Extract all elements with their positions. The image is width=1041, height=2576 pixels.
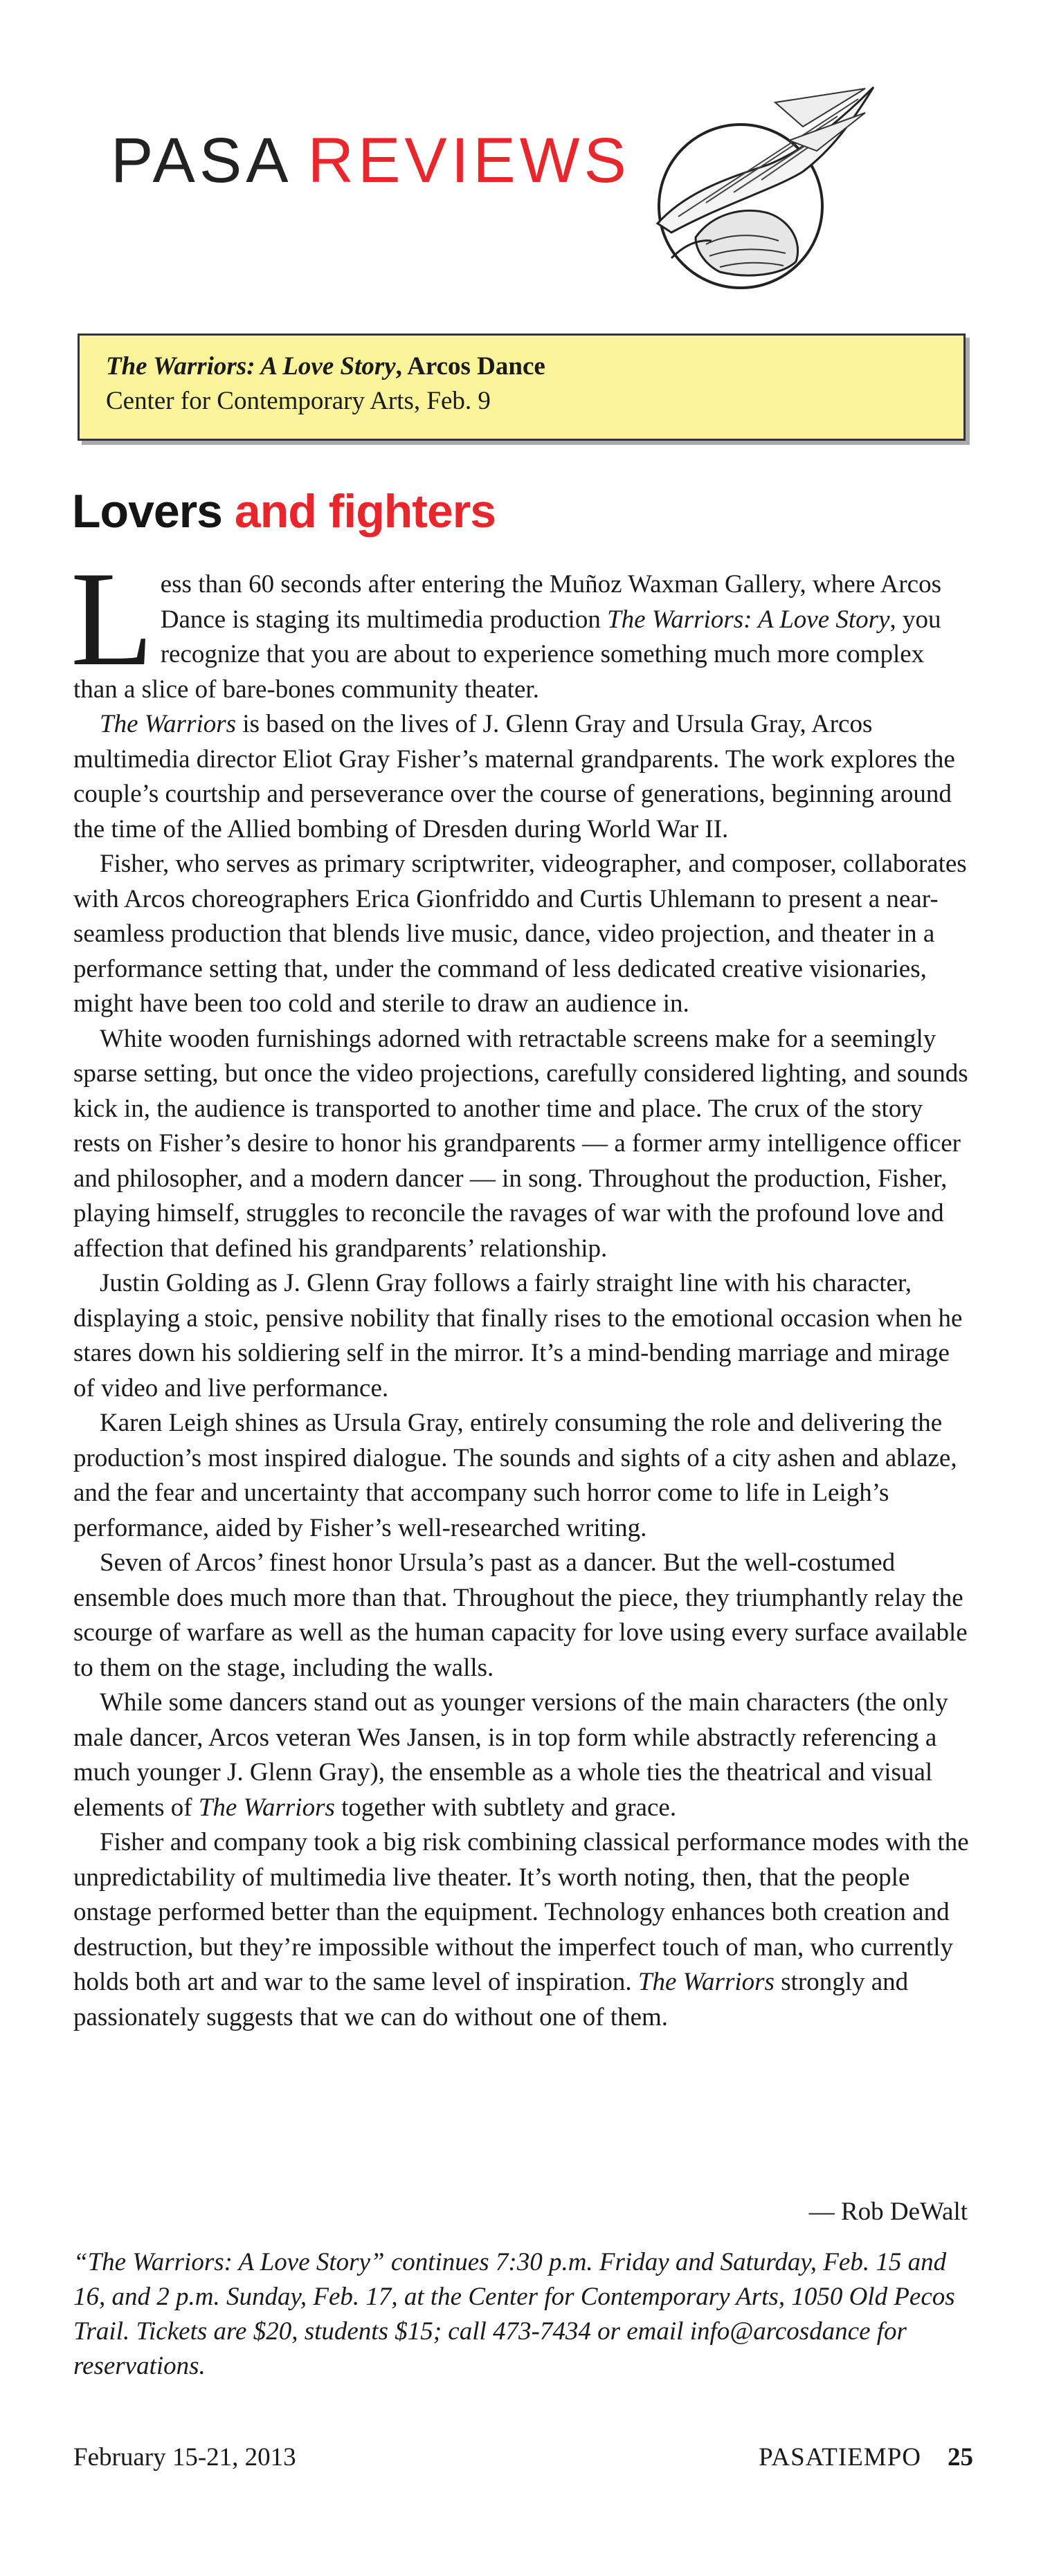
paragraph-text: Justin Golding as J. Glenn Gray follows a fairly straight line with his character, displaying a stoic, pensive nobility that finally rises to the emotional occasion when he stares down his soldiering self in the mirror. It’s a mind-bending marriage and mirage of video and live performance. xyxy=(73,1269,963,1403)
paragraph-text: While some dancers stand out as younger versions of the main characters (the only male dancer, Arcos veteran Wes Jansen, is in top form while abstractly referencing a much younger J. Glenn Gray), the ensemble as a whole ties the theatrical and visual elements of xyxy=(73,1688,948,1822)
article-paragraph xyxy=(73,1022,973,1267)
italic-title: The Warriors: A Love Story xyxy=(607,605,890,634)
article-paragraph xyxy=(73,1825,973,2035)
article-paragraph xyxy=(73,707,973,847)
article-paragraph xyxy=(73,1266,973,1406)
headline-part2: and fighters xyxy=(234,485,496,538)
page-number: 25 xyxy=(948,2443,973,2472)
article-paragraph xyxy=(73,847,973,1022)
event-venue: Center for Contemporary Arts, Feb. 9 xyxy=(106,387,491,415)
article-headline xyxy=(72,484,496,538)
drop-cap: L xyxy=(71,544,154,694)
article-paragraph xyxy=(73,1406,973,1546)
publication-name: PASATIEMPO xyxy=(759,2443,921,2472)
masthead-pasa: PASA xyxy=(111,125,293,196)
italic-title: The Warriors xyxy=(100,710,237,738)
quill-hand-icon xyxy=(630,75,886,296)
paragraph-text: strongly and passionately suggests that we can do without one of them. xyxy=(73,1968,909,2031)
byline: — Rob DeWalt xyxy=(808,2198,968,2226)
paragraph-text: Fisher, who serves as primary scriptwriter, videographer, and composer, collaborates with Arcos choreographers Erica Gionfriddo and Curtis Uhlemann to present a near-seamless production that blends live music, dance, video projection, and theater in a performance setting that, under the command of less dedicated creative visionaries, might have been too cold and sterile to draw an audience in. xyxy=(73,850,967,1018)
article-body xyxy=(71,544,973,2035)
paragraph-text: , you recognize that you are about to experience something much more complex than a slice of bare-bones community theater. xyxy=(73,605,941,704)
italic-title: The Warriors xyxy=(198,1793,335,1822)
section-masthead xyxy=(111,125,631,197)
headline-part1: Lovers xyxy=(72,485,222,538)
italic-title: The Warriors xyxy=(637,1968,775,1996)
performance-footnote: “The Warriors: A Love Story” continues 7:30 p.m. Friday and Saturday, Feb. 15 and 16, and 2 p.m. Sunday, Feb. 17, at the Center for Contemporary Arts, 1050 Old Pecos Trail. Tickets are $20, students $15; call 473-7434 or email info@arcosdance for reservations. xyxy=(73,2248,955,2380)
paragraph-text: Fisher and company took a big risk combining classical performance modes with the unpredictability of multimedia live theater. It’s worth noting, then, that the people onstage performed better than the equipment. Technology enhances both creation and destruction, but they’re impossible without the imperfect touch of man, who currently holds both art and war to the same level of inspiration. xyxy=(73,1828,969,1996)
paragraph-text: ess than 60 seconds after entering the Muñoz Waxman Gallery, where Arcos Dance is staging its multimedia production xyxy=(160,570,941,634)
masthead-reviews: REVIEWS xyxy=(307,125,631,196)
article-paragraph xyxy=(73,1686,973,1825)
paragraph-text: White wooden furnishings adorned with retractable screens make for a seemingly sparse setting, but once the video projections, carefully considered lighting, and sounds kick in, the audience is transported to another time and place. The crux of the story rests on Fisher’s desire to honor his grandparents — a former army intelligence officer and philosopher, and a modern dancer — in song. Throughout the production, Fisher, playing himself, struggles to reconcile the ravages of war with the profound love and affection that defined his grandparents’ relationship. xyxy=(73,1024,968,1263)
paragraph-text: is based on the lives of J. Glenn Gray and Ursula Gray, Arcos multimedia director Eliot Gray Fisher’s maternal grandparents. The work explores the couple’s courtship and perseverance over the course of generations, beginning around the time of the Allied bombing of Dresden during World War II. xyxy=(73,710,955,843)
event-title-line xyxy=(106,349,937,384)
event-info-box xyxy=(78,334,966,441)
event-title: The Warriors: A Love Story xyxy=(106,352,396,381)
paragraph-text: together with subtlety and grace. xyxy=(334,1793,677,1822)
paragraph-text: Seven of Arcos’ finest honor Ursula’s past as a dancer. But the well-costumed ensemble does much more than that. Throughout the piece, they triumphantly relay the scourge of warfare as well as the human capacity for love using every surface available to them on the stage, including the walls. xyxy=(73,1549,968,1682)
article-paragraph xyxy=(73,1546,973,1686)
paragraph-text: Karen Leigh shines as Ursula Gray, entirely consuming the role and delivering the production’s most inspired dialogue. The sounds and sights of a city ashen and ablaze, and the fear and uncertainty that accompany such horror come to life in Leigh’s performance, aided by Fisher’s well-researched writing. xyxy=(73,1409,957,1542)
issue-date: February 15-21, 2013 xyxy=(73,2443,296,2472)
article-paragraph xyxy=(71,544,973,707)
event-company: , Arcos Dance xyxy=(395,352,545,381)
